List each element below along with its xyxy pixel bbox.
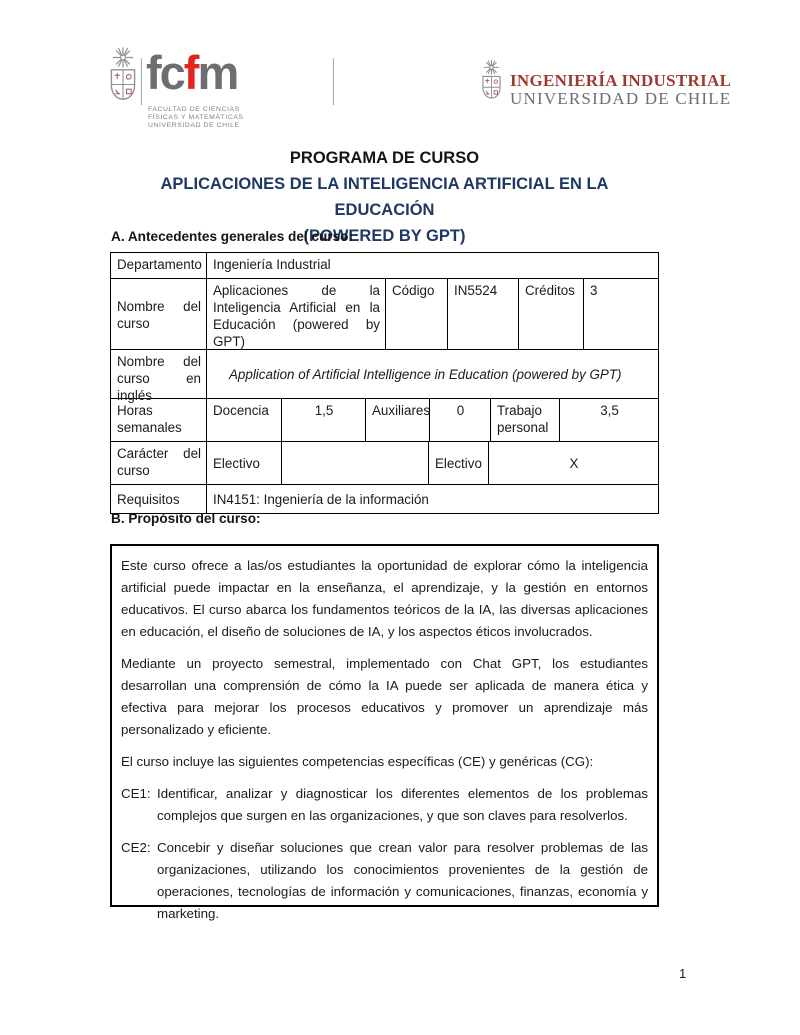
fcfm-subtitle	[148, 106, 244, 130]
industrial-logo-line2: UNIVERSIDAD DE CHILE	[510, 89, 732, 108]
table-row-requisitos	[111, 485, 658, 513]
fcfm-subtitle-line1: FACULTAD DE CIENCIAS	[148, 106, 240, 113]
fcfm-subtitle-line2: FÍSICAS Y MATEMÁTICAS	[148, 114, 244, 121]
section-a-heading: A. Antecedentes generales del curso:	[111, 229, 353, 244]
cell-auxiliares-label: Auxiliares	[366, 399, 430, 441]
fcfm-wordmark-red-f: f	[183, 46, 198, 99]
purpose-paragraph-2: Mediante un proyecto semestral, implementado con Chat GPT, los estudiantes desarrollan una comprensión de cómo la IA puede ser aplicada de manera ética y efectiva para mejorar los procesos educativos y promover un aprendizaje más personalizado y eficiente.	[121, 656, 648, 737]
cell-caracter-mark: X	[569, 456, 579, 471]
competency-item-ce2	[121, 837, 648, 925]
cell-departamento-label: Departamento	[111, 253, 207, 278]
competency-code: CE2:	[121, 840, 151, 855]
university-crest-icon	[106, 46, 140, 106]
cell-nombre-ingles-label: Nombre del curso en inglés	[111, 350, 207, 398]
table-row-nombre-ingles	[111, 350, 658, 403]
section-b-heading: B. Propósito del curso:	[111, 511, 261, 526]
university-crest-icon	[479, 59, 504, 103]
competency-text: Concebir y diseñar soluciones que crean valor para resolver problemas de las organizaciones, utilizando los conocimientos provenientes de la gestión de operaciones, tecnologías de información y comunicaciones, finanzas, economía y marketing.	[157, 840, 648, 921]
purpose-paragraph-3: El curso incluye las siguientes competencias específicas (CE) y genéricas (CG):	[121, 754, 594, 769]
cell-trabajo-label: Trabajo personal	[491, 399, 560, 441]
logo-divider	[141, 58, 142, 105]
cell-nombre-value: Aplicaciones de la Inteligencia Artificial en la Educación (powered by GPT)	[207, 279, 386, 349]
cell-nombre-label: Nombre del curso	[111, 279, 207, 349]
course-info-table	[110, 252, 659, 514]
industrial-logo	[479, 59, 732, 108]
logo-divider	[333, 58, 334, 105]
title-course-subname: (POWERED BY GPT)	[303, 227, 466, 245]
cell-codigo-label: Código	[386, 279, 448, 349]
fcfm-wordmark-gray: fc	[146, 46, 184, 99]
cell-auxiliares-value: 0	[430, 399, 491, 441]
cell-codigo-value: IN5524	[448, 279, 519, 349]
cell-trabajo-value: 3,5	[600, 403, 619, 418]
purpose-paragraph-1: Este curso ofrece a las/os estudiantes la oportunidad de explorar cómo la inteligencia artificial puede impactar en la enseñanza, el aprendizaje, y la gestión en entornos educativos. El curso abarca los fundamentos teóricos de la IA, las diversas aplicaciones en educación, el diseño de soluciones de IA, y los aspectos éticos involucrados.	[121, 558, 648, 639]
competency-code: CE1:	[121, 786, 151, 801]
page-number: 1	[679, 966, 687, 981]
title-program: PROGRAMA DE CURSO	[289, 149, 480, 167]
fcfm-wordmark	[146, 48, 237, 98]
table-row-departamento	[111, 253, 658, 279]
cell-caracter-electivo2: Electivo	[429, 442, 489, 484]
cell-docencia-label: Docencia	[207, 399, 282, 441]
title-course-name: APLICACIONES DE LA INTELIGENCIA ARTIFICIAL EN LA EDUCACIÓN	[160, 175, 609, 219]
cell-creditos-label: Créditos	[519, 279, 584, 349]
cell-creditos-value: 3	[590, 283, 598, 298]
competency-text: Identificar, analizar y diagnosticar los diferentes elementos de los problemas complejos que surgen en las organizaciones, y que son claves para resolverlos.	[157, 786, 648, 823]
cell-departamento-value: Ingeniería Industrial	[213, 257, 331, 272]
industrial-logo-text	[510, 71, 731, 108]
competency-item-ce1	[121, 783, 648, 827]
course-purpose-box	[110, 544, 659, 921]
cell-caracter-empty	[282, 442, 429, 484]
cell-requisitos-value: IN4151: Ingeniería de la información	[213, 492, 429, 507]
cell-caracter-label: Carácter del curso	[111, 442, 207, 484]
cell-horas-label: Horas semanales	[111, 399, 207, 441]
fcfm-wordmark-gray-m: m	[197, 46, 238, 99]
industrial-logo-line1: INGENIERÍA INDUSTRIAL	[510, 71, 732, 90]
table-row-horas	[111, 399, 658, 442]
cell-requisitos-label: Requisitos	[111, 485, 207, 513]
cell-caracter-electivo1: Electivo	[207, 442, 282, 484]
table-row-nombre	[111, 279, 658, 350]
table-row-caracter	[111, 442, 658, 485]
cell-docencia-value: 1,5	[282, 399, 366, 441]
fcfm-subtitle-line3: UNIVERSIDAD DE CHILE	[148, 122, 240, 129]
cell-nombre-ingles-value: Application of Artificial Intelligence in Education (powered by GPT)	[229, 367, 622, 382]
